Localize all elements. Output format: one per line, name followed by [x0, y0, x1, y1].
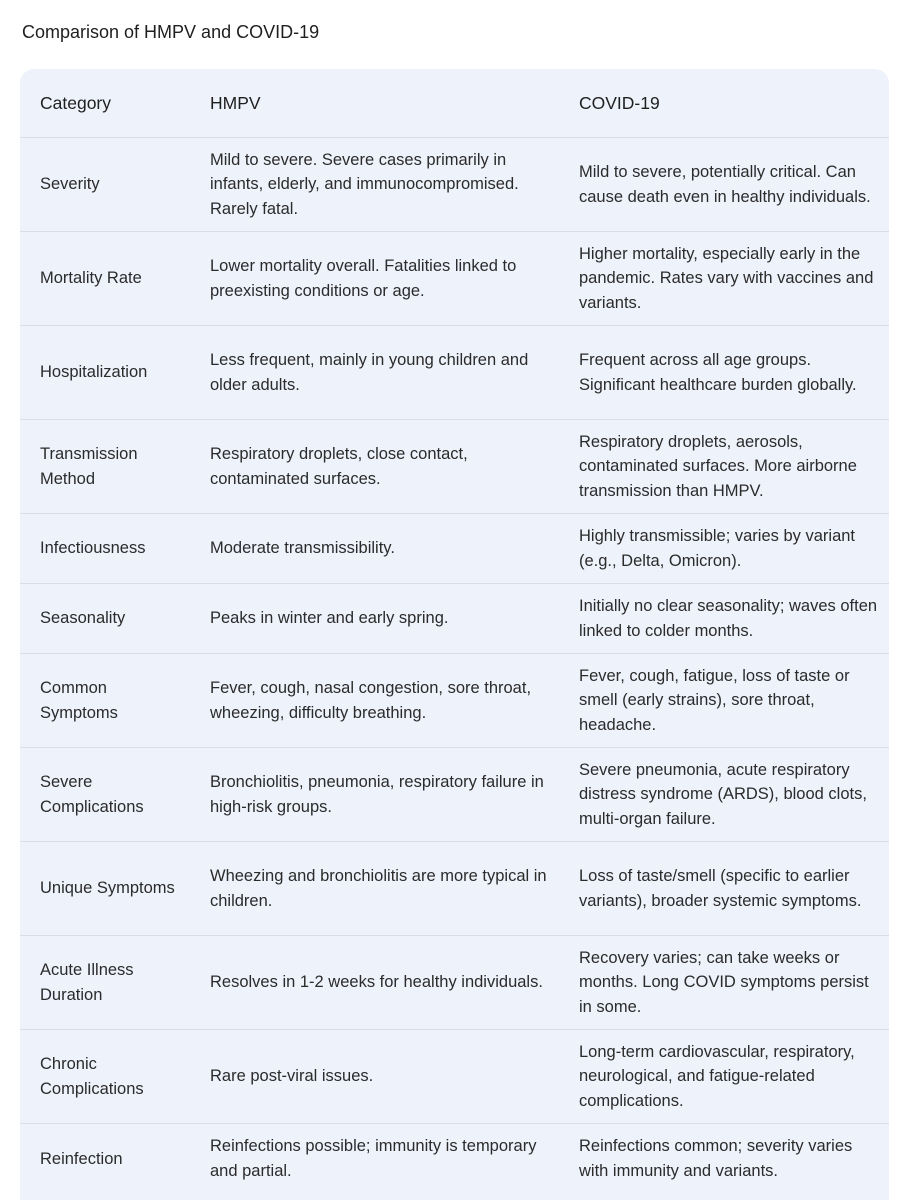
row-category: Severity [20, 138, 190, 232]
table-row [20, 138, 889, 232]
header-covid: COVID-19 [559, 69, 889, 138]
table-row [20, 936, 889, 1030]
table-row [20, 514, 889, 584]
row-covid: Mild to severe, potentially critical. Can cause death even in healthy individuals. [559, 138, 889, 232]
table-row [20, 584, 889, 654]
row-category: Common Symptoms [20, 654, 190, 748]
row-hmpv: Reinfections possible; immunity is temporary and partial. [210, 1137, 537, 1180]
table-row [20, 1124, 889, 1194]
row-covid: Frequent across all age groups. Significant healthcare burden globally. [559, 326, 889, 420]
row-covid: Higher mortality, especially early in the pandemic. Rates vary with vaccines and variants. [559, 232, 889, 326]
table-row [20, 654, 889, 748]
header-category: Category [20, 69, 190, 138]
page-title: Comparison of HMPV and COVID-19 [22, 22, 320, 42]
row-category: Infectiousness [20, 514, 190, 584]
row-category: Chronic Complications [20, 1030, 190, 1124]
table-row [20, 420, 889, 514]
comparison-table-card [20, 69, 889, 1200]
row-category: Hospitalization [20, 326, 190, 420]
table-row [20, 748, 889, 842]
row-category: Mortality Rate [20, 232, 190, 326]
row-category: Severe Complications [20, 748, 190, 842]
table-row [20, 842, 889, 936]
row-hmpv: Bronchiolitis, pneumonia, respiratory failure in high-risk groups. [190, 748, 559, 842]
row-covid: Highly transmissible; varies by variant (e.g., Delta, Omicron). [559, 514, 889, 584]
table-header-row [20, 69, 889, 138]
header-hmpv: HMPV [190, 69, 559, 138]
row-hmpv: Respiratory droplets, close contact, contaminated surfaces. [190, 420, 559, 514]
row-covid: Reinfections common; severity varies with immunity and variants. [579, 1137, 853, 1180]
row-hmpv: Moderate transmissibility. [190, 514, 559, 584]
row-covid: Respiratory droplets, aerosols, contaminated surfaces. More airborne transmission than HMPV. [559, 420, 889, 514]
row-covid: Severe pneumonia, acute respiratory distress syndrome (ARDS), blood clots, multi-organ failure. [559, 748, 889, 842]
row-category: Unique Symptoms [20, 842, 190, 936]
table-row [20, 232, 889, 326]
row-category: Seasonality [20, 584, 190, 654]
row-hmpv: Less frequent, mainly in young children and older adults. [190, 326, 559, 420]
row-covid: Initially no clear seasonality; waves often linked to colder months. [559, 584, 889, 654]
table-row [20, 326, 889, 420]
row-category: Reinfection [40, 1149, 123, 1168]
row-category: Transmission Method [20, 420, 190, 514]
row-covid: Long-term cardiovascular, respiratory, neurological, and fatigue-related complications. [559, 1030, 889, 1124]
comparison-table [20, 69, 889, 1194]
row-hmpv: Mild to severe. Severe cases primarily in infants, elderly, and immunocompromised. Rarely fatal. [190, 138, 559, 232]
table-row [20, 1030, 889, 1124]
row-hmpv: Rare post-viral issues. [190, 1030, 559, 1124]
row-hmpv: Wheezing and bronchiolitis are more typical in children. [190, 842, 559, 936]
row-covid: Recovery varies; can take weeks or months. Long COVID symptoms persist in some. [559, 936, 889, 1030]
row-hmpv: Peaks in winter and early spring. [190, 584, 559, 654]
row-covid: Fever, cough, fatigue, loss of taste or smell (early strains), sore throat, headache. [559, 654, 889, 748]
row-covid: Loss of taste/smell (specific to earlier variants), broader systemic symptoms. [559, 842, 889, 936]
row-category: Acute Illness Duration [20, 936, 190, 1030]
row-hmpv: Fever, cough, nasal congestion, sore throat, wheezing, difficulty breathing. [190, 654, 559, 748]
row-hmpv: Lower mortality overall. Fatalities linked to preexisting conditions or age. [190, 232, 559, 326]
row-hmpv: Resolves in 1-2 weeks for healthy individuals. [190, 936, 559, 1030]
